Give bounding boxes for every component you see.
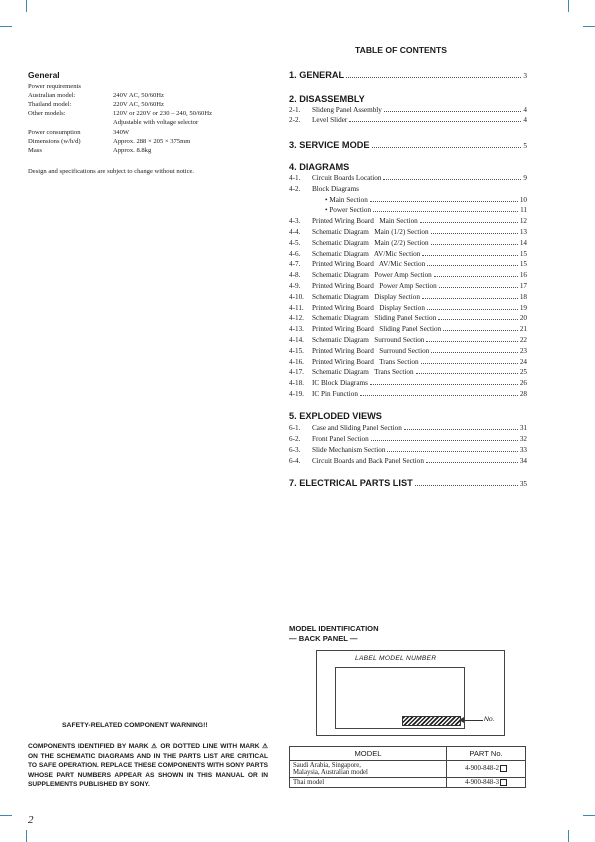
entry-number: 4-16. xyxy=(289,357,304,366)
page-ref: 18 xyxy=(519,292,527,301)
page-ref: 32 xyxy=(519,435,527,443)
spec-label: Australian model: xyxy=(28,92,76,99)
spec-value: Adjustable with voltage selector xyxy=(113,119,199,126)
dot-leader xyxy=(422,298,518,299)
table-header-row xyxy=(290,747,526,761)
spec-value: 120V or 220V or 230 – 240, 50/60Hz xyxy=(113,110,213,117)
toc-entry[interactable] xyxy=(289,457,527,466)
dot-leader xyxy=(416,373,518,374)
toc-section-diagrams xyxy=(289,162,527,172)
dot-leader xyxy=(370,201,518,202)
crop-mark xyxy=(583,26,595,27)
toc-entry[interactable] xyxy=(289,196,527,205)
entry-title: Printed Wiring Board Trans Section xyxy=(312,357,419,366)
toc-entry[interactable] xyxy=(289,347,527,356)
dot-leader xyxy=(383,179,521,180)
section-title: 3. SERVICE MODE xyxy=(289,140,370,150)
entry-title: Schematic Diagram Sliding Panel Section xyxy=(312,314,437,323)
entry-title: IC Pin Function xyxy=(312,390,358,398)
table-row xyxy=(290,761,526,778)
spec-label: Power consumption xyxy=(28,129,81,136)
section-title: 4. DIAGRAMS xyxy=(289,162,350,172)
toc-entry[interactable] xyxy=(289,368,527,377)
entry-title: Schematic Diagram Main (2/2) Section xyxy=(312,238,429,247)
entry-title: • Power Section xyxy=(325,206,372,215)
toc-entry[interactable] xyxy=(289,217,527,226)
entry-title: Printed Wiring Board Display Section xyxy=(312,303,425,312)
crop-mark xyxy=(0,815,12,816)
dot-leader xyxy=(373,211,518,212)
entry-number: 4-6. xyxy=(289,249,301,258)
dot-leader xyxy=(415,485,518,486)
no-label: No. xyxy=(484,716,495,723)
entry-number: 4-9. xyxy=(289,282,301,290)
dot-leader xyxy=(443,330,518,331)
row-model: Thai model xyxy=(290,778,447,788)
warning-title: SAFETY-RELATED COMPONENT WARNING!! xyxy=(62,722,208,729)
spec-row xyxy=(28,91,164,100)
spec-label: Thailand model: xyxy=(28,101,72,108)
crop-mark xyxy=(26,0,27,12)
model-identification-line2: — BACK PANEL — xyxy=(289,634,358,643)
toc-section-disassembly xyxy=(289,94,527,104)
dot-leader xyxy=(427,309,518,310)
page-ref: 9 xyxy=(523,174,527,182)
spec-value: 340W xyxy=(113,129,130,136)
model-parts-table xyxy=(289,746,526,788)
page-ref: 31 xyxy=(519,424,527,432)
spec-value: 220V AC, 50/60Hz xyxy=(113,101,164,108)
row-model xyxy=(290,761,447,778)
dot-leader xyxy=(387,451,517,452)
toc-entry[interactable] xyxy=(289,435,527,444)
toc-entry[interactable] xyxy=(289,446,527,455)
entry-number: 4-2. xyxy=(289,184,301,193)
dot-leader xyxy=(420,222,518,223)
spec-label: Power requirements xyxy=(28,83,81,90)
toc-entry[interactable] xyxy=(289,239,527,248)
toc-entry[interactable] xyxy=(289,106,527,115)
entry-title: IC Block Diagrams xyxy=(312,379,368,388)
entry-title: • Main Section xyxy=(325,195,368,204)
entry-title: Schematic Diagram Main (1/2) Section xyxy=(312,228,429,236)
page-ref: 19 xyxy=(519,303,527,312)
entry-title: Schematic Diagram Surround Section xyxy=(312,336,425,344)
spec-note: Design and specifications are subject to change without notice. xyxy=(28,168,195,175)
dot-leader xyxy=(370,384,518,385)
dot-leader xyxy=(426,462,518,463)
checkbox-square-icon xyxy=(500,779,507,786)
section-title: 2. DISASSEMBLY xyxy=(289,94,365,104)
part-number: 4-900-848-3 xyxy=(465,779,499,787)
toc-entry xyxy=(289,185,527,194)
section-title: 7. ELECTRICAL PARTS LIST xyxy=(289,478,413,488)
row-model-line: Saudi Arabia, Singapore, xyxy=(293,762,361,769)
toc-entry[interactable] xyxy=(289,174,527,183)
page-ref: 26 xyxy=(519,379,527,388)
entry-number: 4-7. xyxy=(289,260,301,269)
dot-leader xyxy=(434,276,518,277)
toc-entry[interactable] xyxy=(289,116,527,125)
entry-number: 4-15. xyxy=(289,346,304,355)
page-ref: 11 xyxy=(520,206,527,215)
part-number: 4-900-848-2 xyxy=(465,765,499,773)
toc-entry[interactable] xyxy=(289,314,527,323)
entry-number: 4-17. xyxy=(289,368,304,377)
entry-number: 6-1. xyxy=(289,424,301,432)
entry-title: Schematic Diagram AV/Mic Section xyxy=(312,249,421,258)
page-ref: 25 xyxy=(519,368,527,377)
dot-leader xyxy=(360,395,518,396)
page-ref: 16 xyxy=(519,271,527,280)
row-model-line: Malaysia, Australian model xyxy=(293,769,368,776)
page-number: 2 xyxy=(28,814,34,826)
page-ref: 23 xyxy=(519,346,527,355)
spec-value: 240V AC, 50/60Hz xyxy=(113,92,164,99)
toc-entry[interactable] xyxy=(289,250,527,259)
dot-leader xyxy=(431,244,518,245)
page-ref: 34 xyxy=(519,457,527,465)
crop-mark xyxy=(568,830,569,842)
dot-leader xyxy=(372,147,522,148)
general-heading: General xyxy=(28,70,60,80)
entry-title: Printed Wiring Board Main Section xyxy=(312,217,418,226)
entry-title: Circuit Boards Location xyxy=(312,174,382,182)
entry-number: 4-12. xyxy=(289,314,304,323)
dot-leader xyxy=(421,363,518,364)
entry-title: Printed Wiring Board Surround Section xyxy=(312,346,430,355)
label-caption: LABEL MODEL NUMBER xyxy=(355,655,437,662)
toc-entry[interactable] xyxy=(289,228,527,237)
page-ref: 4 xyxy=(523,106,527,114)
entry-number: 4-3. xyxy=(289,217,301,226)
page-ref: 15 xyxy=(519,249,527,258)
spec-value: Approx. 288 × 205 × 375mm xyxy=(113,138,191,145)
page-ref: 4 xyxy=(523,116,527,125)
spec-label: Mass xyxy=(28,147,42,154)
section-title: 5. EXPLODED VIEWS xyxy=(289,411,382,421)
toc-entry[interactable] xyxy=(289,336,527,345)
spec-label: Other models: xyxy=(28,110,66,117)
dot-leader xyxy=(427,265,518,266)
crop-mark xyxy=(26,830,27,842)
dot-leader xyxy=(431,352,517,353)
dot-leader xyxy=(371,440,518,441)
toc-entry[interactable] xyxy=(289,293,527,302)
dot-leader xyxy=(404,429,518,430)
entry-number: 4-5. xyxy=(289,238,301,247)
header-part: PART No. xyxy=(447,747,526,761)
toc-entry[interactable] xyxy=(289,206,527,215)
page-ref: 24 xyxy=(519,357,527,366)
entry-number: 4-11. xyxy=(289,303,304,312)
dot-leader xyxy=(349,121,521,122)
entry-number: 4-10. xyxy=(289,292,304,301)
dot-leader xyxy=(438,319,518,320)
entry-title: Case and Sliding Panel Section xyxy=(312,424,402,432)
entry-title: Schematic Diagram Display Section xyxy=(312,292,420,301)
spec-row xyxy=(28,118,198,127)
entry-number: 6-2. xyxy=(289,435,301,443)
entry-number: 6-4. xyxy=(289,457,301,465)
entry-title: Slide Mechanism Section xyxy=(312,446,386,454)
page-ref: 3 xyxy=(523,72,527,80)
warning-text: COMPONENTS IDENTIFIED BY MARK ⚠ OR DOTTED LINE WITH MARK ⚠ ON THE SCHEMATIC DIAGRAMS AND IN THE PARTS LIST ARE CRITICAL TO SAFE OPERATION. REPLACE THESE COMPONENTS WITH SONY PARTS WHOSE PART NUMBERS APPEAR AS SHOWN IN THIS MANUAL OR IN SUPPLEMENTS PUBLISHED BY SONY. xyxy=(28,743,268,789)
dot-leader xyxy=(431,233,518,234)
arrow-left-icon xyxy=(459,717,464,723)
model-identification-title xyxy=(289,624,379,644)
spec-row xyxy=(28,137,190,146)
part-number-hatch xyxy=(402,716,461,726)
row-part xyxy=(447,778,526,788)
page-ref: 12 xyxy=(519,217,527,226)
entry-number: 2-2. xyxy=(289,116,301,125)
model-identification-line1: MODEL IDENTIFICATION xyxy=(289,624,379,633)
table-row xyxy=(290,778,526,788)
entry-title: Level Slider xyxy=(312,116,348,125)
toc-entry[interactable] xyxy=(289,260,527,269)
entry-number: 4-18. xyxy=(289,379,304,388)
page-ref: 10 xyxy=(519,195,527,204)
spec-label: Dimensions (w/h/d) xyxy=(28,138,81,145)
toc-section-service-mode[interactable] xyxy=(289,140,527,150)
header-model: MODEL xyxy=(290,747,447,761)
toc-section-general[interactable] xyxy=(289,70,527,80)
dot-leader xyxy=(439,287,518,288)
crop-mark xyxy=(583,815,595,816)
entry-number: 4-14. xyxy=(289,336,304,344)
toc-entry[interactable] xyxy=(289,304,527,313)
toc-entry[interactable] xyxy=(289,282,527,291)
page-ref: 17 xyxy=(519,282,527,290)
page-ref: 15 xyxy=(519,260,527,269)
arrow-line xyxy=(461,720,483,721)
entry-number: 6-3. xyxy=(289,446,301,454)
toc-title: TABLE OF CONTENTS xyxy=(355,45,447,55)
toc-entry[interactable] xyxy=(289,379,527,388)
row-part xyxy=(447,761,526,778)
page-ref: 28 xyxy=(519,390,527,398)
toc-entry[interactable] xyxy=(289,271,527,280)
entry-title: Schematic Diagram Trans Section xyxy=(312,368,414,377)
page-ref: 20 xyxy=(519,314,527,323)
spec-row xyxy=(28,109,212,118)
entry-number: 4-8. xyxy=(289,271,301,280)
toc-section-exploded-views xyxy=(289,411,527,421)
entry-title: Printed Wiring Board Power Amp Section xyxy=(312,282,437,290)
entry-number: 4-19. xyxy=(289,390,304,398)
entry-title: Front Panel Section xyxy=(312,435,369,443)
page-ref: 13 xyxy=(519,228,527,236)
spec-value: Approx. 8.8kg xyxy=(113,147,152,154)
entry-number: 4-13. xyxy=(289,325,304,334)
toc-entry[interactable] xyxy=(289,325,527,334)
dot-leader xyxy=(346,77,521,78)
dot-leader xyxy=(422,255,518,256)
dot-leader xyxy=(384,111,522,112)
toc-section-electrical-parts[interactable] xyxy=(289,478,527,488)
entry-title: Printed Wiring Board Sliding Panel Section xyxy=(312,325,442,334)
checkbox-square-icon xyxy=(500,765,507,772)
page-ref: 35 xyxy=(519,480,527,488)
entry-number: 4-4. xyxy=(289,228,301,236)
page-ref: 33 xyxy=(519,446,527,454)
page-ref: 5 xyxy=(523,142,527,150)
spec-row xyxy=(28,82,113,91)
entry-title: Schematic Diagram Power Amp Section xyxy=(312,271,432,280)
dot-leader xyxy=(426,341,517,342)
toc-entry[interactable] xyxy=(289,390,527,399)
page-ref: 21 xyxy=(519,325,527,334)
entry-number: 2-1. xyxy=(289,106,301,114)
spec-row xyxy=(28,146,151,155)
toc-entry[interactable] xyxy=(289,424,527,433)
entry-title: Slideng Panel Assembly xyxy=(312,106,382,114)
section-title: 1. GENERAL xyxy=(289,70,345,80)
entry-title: Printed Wiring Board AV/Mic Section xyxy=(312,260,426,269)
page-ref: 14 xyxy=(519,238,527,247)
spec-row xyxy=(28,128,129,137)
crop-mark xyxy=(0,26,12,27)
entry-title: Block Diagrams xyxy=(312,184,359,193)
toc-entry[interactable] xyxy=(289,358,527,367)
entry-number: 4-1. xyxy=(289,174,301,182)
spec-row xyxy=(28,100,164,109)
entry-title: Circuit Boards and Back Panel Section xyxy=(312,457,424,465)
page-ref: 22 xyxy=(519,336,527,344)
crop-mark xyxy=(568,0,569,12)
